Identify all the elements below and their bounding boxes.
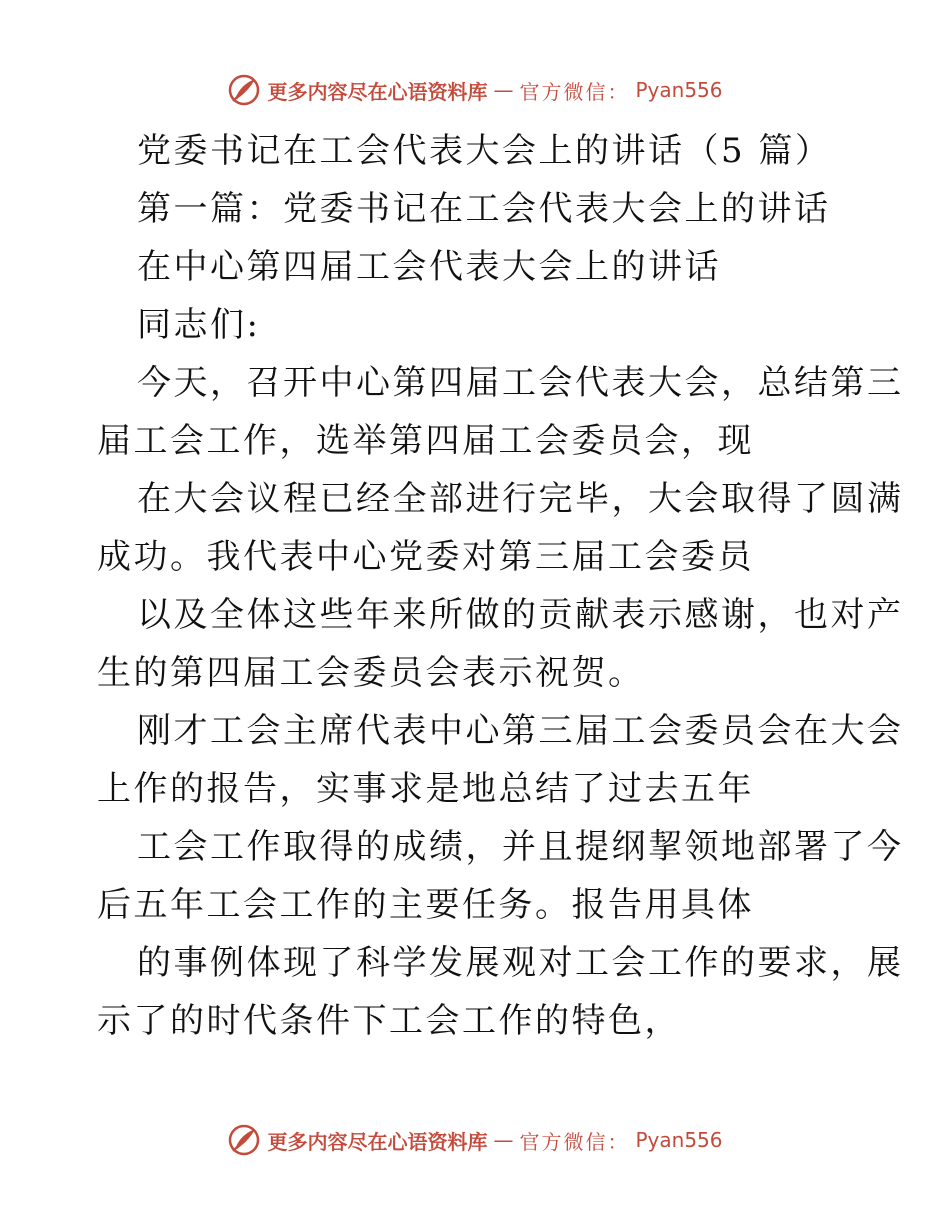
document-title: 党委书记在工会代表大会上的讲话（5 篇） [137,131,832,171]
quill-logo-icon [227,1123,261,1157]
paragraph-line: 在大会议程已经全部进行完毕，大会取得了圆满 [137,479,904,519]
paragraph-line: 示了的时代条件下工会工作的特色， [97,1001,681,1041]
watermark-brand-text: 更多内容尽在心语资料库 [267,1129,488,1154]
watermark-separator: — [493,1128,514,1152]
speech-title: 在中心第四届工会代表大会上的讲话 [137,247,721,287]
paragraph-line: 工会工作取得的成绩，并且提纲挈领地部署了今 [137,827,904,867]
watermark-official-label: 官方微信： [519,79,630,104]
paragraph-line: 今天，召开中心第四届工会代表大会，总结第三 [137,363,904,403]
paragraph-line: 成功。我代表中心党委对第三届工会委员 [97,537,754,577]
paragraph-line: 的事例体现了科学发展观对工会工作的要求，展 [137,943,904,983]
paragraph-line: 届工会工作，选举第四届工会委员会，现 [97,421,754,461]
paragraph-line: 刚才工会主席代表中心第三届工会委员会在大会 [137,711,904,751]
document-body [97,122,904,1050]
watermark-wechat-id: Pyan556 [635,78,723,102]
paragraph-line: 生的第四届工会委员会表示祝贺。 [97,653,645,693]
header-watermark [0,70,950,110]
section-heading: 第一篇：党委书记在工会代表大会上的讲话 [137,189,831,229]
watermark-wechat-id: Pyan556 [635,1128,723,1152]
quill-logo-icon [227,73,261,107]
salutation: 同志们: [137,305,261,345]
paragraph-line: 后五年工会工作的主要任务。报告用具体 [97,885,754,925]
paragraph-line: 以及全体这些年来所做的贡献表示感谢，也对产 [137,595,904,635]
paragraph-line: 上作的报告，实事求是地总结了过去五年 [97,769,754,809]
watermark-official-label: 官方微信： [519,1129,630,1154]
watermark-brand-text: 更多内容尽在心语资料库 [267,79,488,104]
watermark-separator: — [493,78,514,102]
footer-watermark [0,1120,950,1160]
